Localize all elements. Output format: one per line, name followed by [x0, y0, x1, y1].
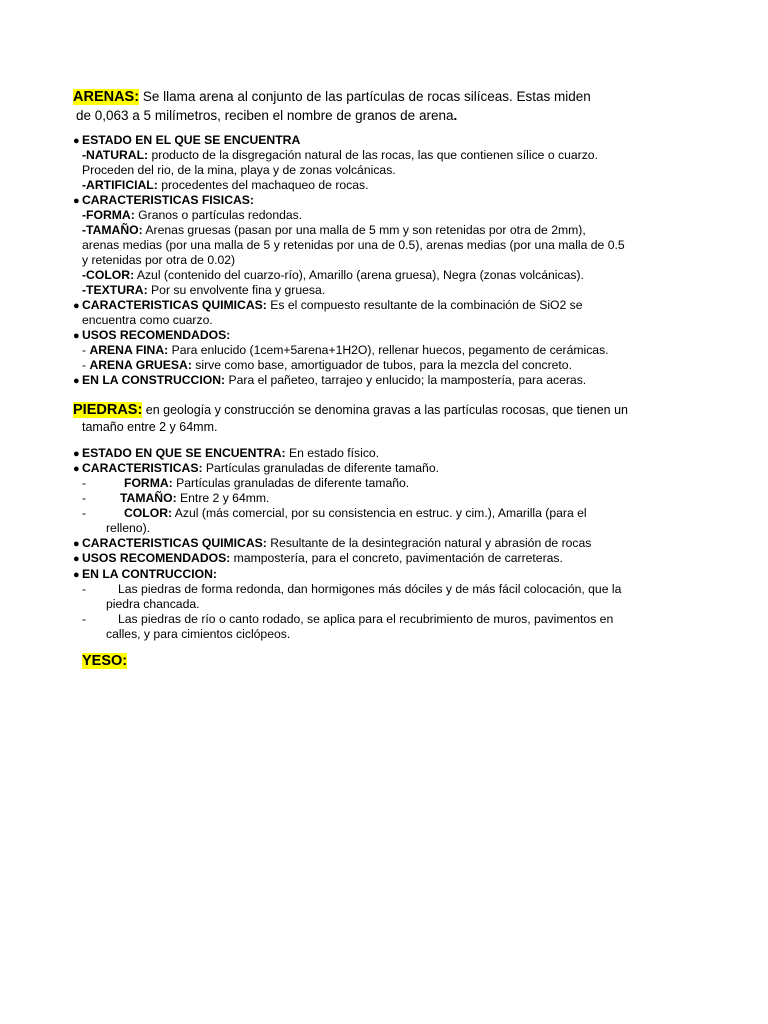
arenas-intro-text-2: de 0,063 a 5 milímetros, reciben el nombre de granos de arena [76, 108, 454, 123]
piedras-color-text-2: relleno). [106, 521, 151, 535]
tamano-text-3: y retenidas por otra de 0.02) [82, 253, 236, 267]
piedras-intro-text-2: tamaño entre 2 y 64mm. [82, 420, 218, 434]
gruesa-prefix: - [82, 358, 90, 372]
arenas-intro-text-1: Se llama arena al conjunto de las partículas de rocas silíceas. Estas miden [139, 89, 591, 104]
piedras-caract-text: Partículas granuladas de diferente tamaño. [202, 461, 439, 475]
yeso-heading: YESO: [82, 653, 128, 669]
tamano-text-2: arenas medias (por una malla de 5 y retenidas por una de 0.5), arenas medias (por una malla de 0.5 [82, 238, 625, 252]
artificial-label: -ARTIFICIAL: [82, 178, 158, 192]
piedras-estado-text: En estado físico. [285, 446, 380, 460]
arenas-natural-line-2 [82, 163, 396, 178]
bullet-icon: ● [73, 195, 80, 207]
forma-label: -FORMA: [82, 208, 135, 222]
piedras-quimicas-bullet [73, 536, 591, 552]
piedras-quimicas-label: CARACTERISTICAS QUIMICAS: [82, 536, 267, 550]
dash-marker: - [82, 582, 87, 596]
piedras-usos-text: mampostería, para el concreto, pavimentación de carreteras. [230, 551, 563, 565]
piedras-usos-label: USOS RECOMENDADOS: [82, 551, 231, 565]
yeso-line [82, 654, 127, 669]
fina-text: Para enlucido (1cem+5arena+1H2O), rellenar huecos, pegamento de cerámicas. [168, 343, 609, 357]
dash-marker: - [82, 476, 87, 490]
bullet-icon: ● [73, 553, 80, 565]
piedras-tamano-label: TAMAÑO: [120, 491, 177, 505]
bullet-icon: ● [73, 135, 80, 147]
piedras-color-text-1: Azul (más comercial, por su consistencia en estruc. y cim.), Amarilla (para el [172, 506, 587, 520]
piedras-item1-line [82, 582, 621, 597]
quimicas-text-1: Es el compuesto resultante de la combinación de SiO2 se [266, 298, 583, 312]
natural-text-1: producto de la disgregación natural de las rocas, las que contienen sílice o cuarzo. [148, 148, 598, 162]
color-label: -COLOR: [82, 268, 135, 282]
tamano-text-1: Arenas gruesas (pasan por una malla de 5 mm y son retenidas por otra de 2mm), [142, 223, 586, 237]
dash-marker: - [82, 612, 87, 626]
natural-text-2: Proceden del rio, de la mina, playa y de zonas volcánicas. [82, 163, 396, 177]
arenas-natural-line [82, 148, 598, 163]
textura-label: -TEXTURA: [82, 283, 148, 297]
piedras-item2-line [82, 612, 613, 627]
gruesa-text: sirve como base, amortiguador de tubos, para la mezcla del concreto. [191, 358, 572, 372]
piedras-heading: PIEDRAS: [73, 402, 143, 418]
dash-marker: - [82, 491, 87, 505]
arenas-textura-line [82, 283, 325, 298]
textura-text: Por su envolvente fina y gruesa. [147, 283, 326, 297]
arenas-usos-bullet [73, 328, 230, 344]
fisicas-heading: CARACTERISTICAS FISICAS: [82, 193, 254, 207]
piedras-intro-line-2 [82, 420, 217, 435]
construccion-label: EN LA CONSTRUCCION: [82, 373, 226, 387]
fina-label: ARENA FINA: [89, 343, 169, 357]
bullet-icon: ● [73, 538, 80, 550]
arenas-estado-heading: ESTADO EN EL QUE SE ENCUENTRA [82, 133, 301, 147]
construccion-text: Para el pañeteo, tarrajeo y enlucido; la mampostería, para aceras. [225, 373, 587, 387]
piedras-item1-text-1: Las piedras de forma redonda, dan hormigones más dóciles y de más fácil colocación, que la [118, 582, 622, 596]
bullet-icon: ● [73, 375, 80, 387]
quimicas-text-2: encuentra como cuarzo. [82, 313, 213, 327]
dash-marker: - [82, 506, 87, 520]
arenas-intro-line-2 [76, 107, 457, 125]
color-text: Azul (contenido del cuarzo-río), Amarillo (arena gruesa), Negra (zonas volcánicas). [134, 268, 584, 282]
usos-heading: USOS RECOMENDADOS: [82, 328, 231, 342]
piedras-forma-line [82, 476, 409, 491]
piedras-forma-text: Partículas granuladas de diferente tamaño. [172, 476, 410, 490]
piedras-estado-label: ESTADO EN QUE SE ENCUENTRA: [82, 446, 286, 460]
gruesa-label: ARENA GRUESA: [89, 358, 192, 372]
arenas-intro-period: . [453, 108, 458, 123]
piedras-caract-bullet [73, 461, 439, 477]
arenas-quimicas-bullet [73, 298, 583, 314]
quimicas-label: CARACTERISTICAS QUIMICAS: [82, 298, 267, 312]
piedras-forma-label: FORMA: [124, 476, 173, 490]
piedras-quimicas-text: Resultante de la desintegración natural y abrasión de rocas [266, 536, 592, 550]
arenas-color-line [82, 268, 584, 283]
tamano-label: -TAMAÑO: [82, 223, 143, 237]
arenas-tamano-line [82, 223, 586, 238]
artificial-text: procedentes del machaqueo de rocas. [157, 178, 369, 192]
fina-prefix: - [82, 343, 90, 357]
bullet-icon: ● [73, 300, 80, 312]
piedras-color-line-2 [106, 521, 150, 536]
piedras-tamano-text: Entre 2 y 64mm. [176, 491, 270, 505]
piedras-contruccion-bullet [73, 567, 217, 583]
arenas-construccion-bullet [73, 373, 586, 389]
bullet-icon: ● [73, 463, 80, 475]
piedras-contruccion-label: EN LA CONTRUCCION: [82, 567, 217, 581]
arenas-heading: ARENAS: [73, 89, 140, 105]
bullet-icon: ● [73, 330, 80, 342]
bullet-icon: ● [73, 448, 80, 460]
piedras-usos-bullet [73, 551, 563, 567]
piedras-item1-text-2: piedra chancada. [106, 597, 200, 611]
arenas-fisicas-bullet [73, 193, 254, 209]
piedras-item2-text-2: calles, y para cimientos ciclópeos. [106, 627, 291, 641]
forma-text: Granos o partículas redondas. [134, 208, 303, 222]
arenas-tamano-line-3 [82, 253, 235, 268]
arenas-artificial-line [82, 178, 369, 193]
arenas-intro-line-1 [73, 88, 591, 106]
bullet-icon: ● [73, 569, 80, 581]
piedras-color-label: COLOR: [124, 506, 173, 520]
piedras-item2-line-2 [106, 627, 290, 642]
piedras-color-line [82, 506, 587, 521]
piedras-tamano-line [82, 491, 269, 506]
piedras-intro-line-1 [73, 403, 628, 418]
arenas-tamano-line-2 [82, 238, 625, 253]
piedras-item1-line-2 [106, 597, 200, 612]
arenas-gruesa-line [82, 358, 572, 373]
arenas-forma-line [82, 208, 302, 223]
natural-label: -NATURAL: [82, 148, 149, 162]
piedras-intro-text-1: en geología y construcción se denomina gravas a las partículas rocosas, que tienen un [142, 403, 629, 417]
arenas-fina-line [82, 343, 609, 358]
piedras-estado-bullet [73, 446, 379, 462]
piedras-item2-text-1: Las piedras de río o canto rodado, se aplica para el recubrimiento de muros, pavimentos en [118, 612, 614, 626]
arenas-quimicas-line-2 [82, 313, 213, 328]
arenas-estado-bullet [73, 133, 300, 149]
piedras-caract-label: CARACTERISTICAS: [82, 461, 203, 475]
